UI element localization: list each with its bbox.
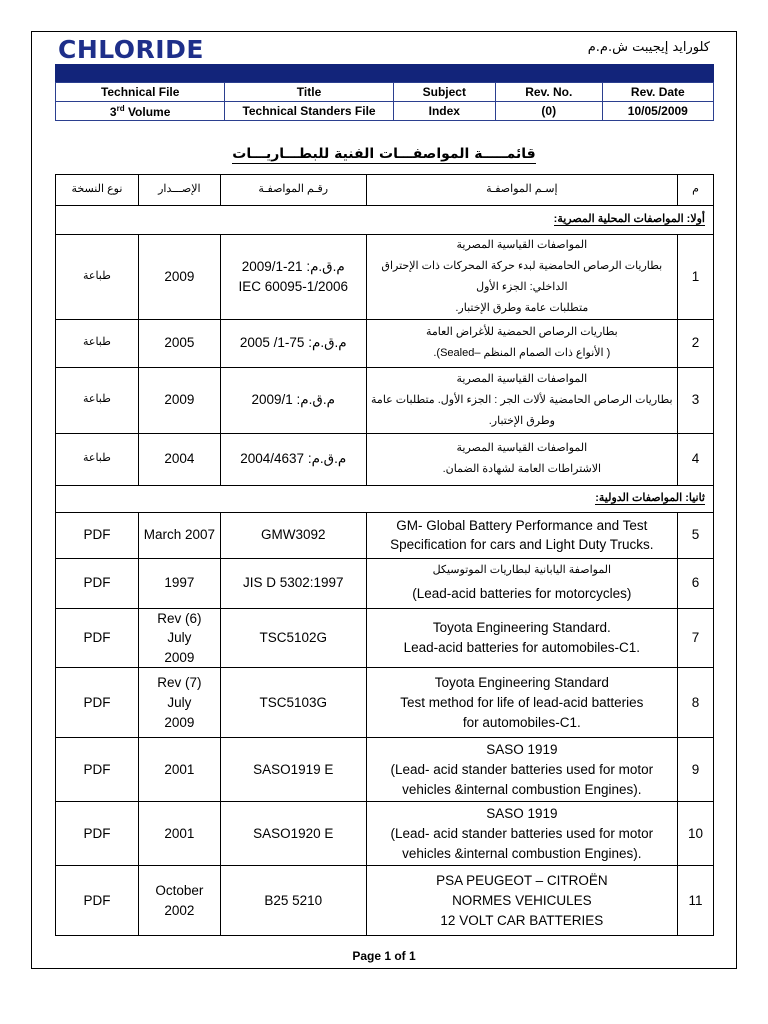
description-cell xyxy=(366,367,677,433)
copy-type-cell: طباعة xyxy=(56,319,139,367)
row-number-cell: 10 xyxy=(678,802,714,866)
row-number-cell: 6 xyxy=(678,558,714,608)
code-line: JIS D 5302:1997 xyxy=(242,575,344,591)
issue-cell: 2001 xyxy=(138,802,220,866)
code-cell xyxy=(220,367,366,433)
chloride-logo: CHLORIDE xyxy=(58,35,204,64)
copy-type-cell: PDF xyxy=(56,802,139,866)
description-line: Lead-acid batteries for automobiles-C1. xyxy=(403,639,641,655)
issue-cell: 2009 xyxy=(138,367,220,433)
table-row xyxy=(56,802,714,866)
company-name-arabic: كلورايد إيجيبت ش.م.م xyxy=(587,40,710,55)
code-cell xyxy=(220,558,366,608)
description-line: بطاريات الرصاص الحامضية لبدء حركة المحركات ذات الإحتراق الداخلي: الجزء الأول xyxy=(381,259,663,293)
issue-cell: Rev (6) July 2009 xyxy=(138,608,220,668)
info-header-subject: Subject xyxy=(393,83,495,102)
description-line: 12 VOLT CAR BATTERIES xyxy=(440,912,604,928)
section-heading xyxy=(56,485,714,512)
section-row xyxy=(56,206,714,235)
row-number-cell: 4 xyxy=(678,433,714,485)
description-cell xyxy=(366,319,677,367)
code-line: TSC5102G xyxy=(259,630,328,646)
description-line: متطلبات عامة وطرق الإختبار. xyxy=(455,301,589,314)
description-line: Toyota Engineering Standard xyxy=(434,675,609,691)
code-cell xyxy=(220,668,366,738)
copy-type-cell: PDF xyxy=(56,668,139,738)
copy-type-cell: PDF xyxy=(56,558,139,608)
description-cell xyxy=(366,235,677,320)
description-cell xyxy=(366,558,677,608)
code-line: م.ق.م: 21-2009/1 xyxy=(241,259,345,275)
info-title-value: Technical Standers File xyxy=(225,102,393,121)
code-line: SASO1919 E xyxy=(253,761,334,777)
description-cell xyxy=(366,512,677,558)
col-header-name: إسـم المواصفـة xyxy=(366,175,677,206)
issue-cell: 2001 xyxy=(138,738,220,802)
description-line: الاشتراطات العامة لشهادة الضمان. xyxy=(442,463,602,476)
issue-cell: October 2002 xyxy=(138,866,220,936)
code-cell xyxy=(220,235,366,320)
row-number-cell: 9 xyxy=(678,738,714,802)
table-row xyxy=(56,433,714,485)
code-line: GMW3092 xyxy=(260,527,326,543)
description-line: GM- Global Battery Performance and Test Specification for cars and Light Duty Trucks. xyxy=(390,517,654,553)
description-line: (Lead-acid batteries for motorcycles) xyxy=(412,585,632,601)
description-cell xyxy=(366,668,677,738)
page-footer: Page 1 of 1 xyxy=(352,949,416,963)
table-row xyxy=(56,235,714,320)
code-line: TSC5103G xyxy=(259,694,328,710)
code-cell xyxy=(220,866,366,936)
section-heading xyxy=(56,206,714,235)
row-number-cell: 11 xyxy=(678,866,714,936)
info-header-technical-file: Technical File xyxy=(56,83,225,102)
description-line: ( الأنواع ذات الصمام المنظم –Sealed). xyxy=(433,347,611,360)
copy-type-cell: PDF xyxy=(56,608,139,668)
copy-type-cell: PDF xyxy=(56,866,139,936)
col-header-number: م xyxy=(678,175,714,206)
description-line: SASO 1919 xyxy=(486,742,558,758)
row-number-cell: 5 xyxy=(678,512,714,558)
code-line: SASO1920 E xyxy=(253,825,334,841)
description-line: بطاريات الرصاص الحامضية لألات الجر : الجزء الأول. متطلبات عامة وطرق الإختبار. xyxy=(371,393,673,427)
table-row xyxy=(56,866,714,936)
description-line: (Lead- acid stander batteries used for motor vehicles &internal combustion Engines). xyxy=(390,761,654,797)
table-row xyxy=(56,558,714,608)
issue-cell: 2009 xyxy=(138,235,220,320)
description-line: Toyota Engineering Standard. xyxy=(432,620,611,636)
issue-cell: 2005 xyxy=(138,319,220,367)
info-subject-value: Index xyxy=(393,102,495,121)
section-label: ثانيا: المواصفات الدولية: xyxy=(595,491,705,504)
description-line: بطاريات الرصاص الحمضية للأغراض العامة xyxy=(425,326,618,339)
code-cell xyxy=(220,512,366,558)
info-volume: 3rd Volume xyxy=(56,102,225,121)
code-line: م.ق.م: 2009/1 xyxy=(251,392,335,408)
issue-cell: 2004 xyxy=(138,433,220,485)
document-title: قائمـــــة المواصفـــات الفنية للبطـــاريـــات xyxy=(232,146,536,162)
copy-type-cell: طباعة xyxy=(56,433,139,485)
description-line: المواصفات القياسية المصرية xyxy=(456,239,588,251)
standards-table xyxy=(55,174,714,936)
row-number-cell: 8 xyxy=(678,668,714,738)
description-line: المواصفات القياسية المصرية xyxy=(456,372,588,385)
copy-type-cell: PDF xyxy=(56,738,139,802)
description-line: المواصفة اليابانية لبطاريات الموتوسيكل xyxy=(432,563,612,576)
row-number-cell: 2 xyxy=(678,319,714,367)
info-header-title: Title xyxy=(225,83,393,102)
description-line: SASO 1919 xyxy=(486,806,558,822)
document-info-table xyxy=(55,82,714,121)
copy-type-cell: طباعة xyxy=(56,367,139,433)
issue-cell: Rev (7) July 2009 xyxy=(138,668,220,738)
table-row xyxy=(56,367,714,433)
description-line: for automobiles-C1. xyxy=(462,714,581,730)
copy-type-cell: PDF xyxy=(56,512,139,558)
description-line: المواصفات القياسية المصرية xyxy=(456,442,588,455)
col-header-copy-type: نوع النسخة xyxy=(56,175,139,206)
description-line: Test method for life of lead-acid batteries xyxy=(400,694,644,710)
description-cell xyxy=(366,738,677,802)
description-line: NORMES VEHICULES xyxy=(452,892,592,908)
info-header-rev-no: Rev. No. xyxy=(495,83,602,102)
table-header-row xyxy=(56,175,714,206)
description-cell xyxy=(366,866,677,936)
description-cell xyxy=(366,608,677,668)
section-row xyxy=(56,485,714,512)
issue-cell: 1997 xyxy=(138,558,220,608)
row-number-cell: 3 xyxy=(678,367,714,433)
section-label: أولا: المواصفات المحلية المصرية: xyxy=(553,213,705,226)
col-header-code: رقـم المواصفـة xyxy=(220,175,366,206)
table-row xyxy=(56,608,714,668)
info-rev-no-value: (0) xyxy=(495,102,602,121)
copy-type-cell: طباعة xyxy=(56,235,139,320)
row-number-cell: 7 xyxy=(678,608,714,668)
code-cell xyxy=(220,433,366,485)
issue-cell: March 2007 xyxy=(138,512,220,558)
description-line: PSA PEUGEOT – CITROËN xyxy=(436,873,608,889)
description-cell xyxy=(366,802,677,866)
description-cell xyxy=(366,433,677,485)
table-row xyxy=(56,668,714,738)
table-row xyxy=(56,738,714,802)
code-line: B25 5210 xyxy=(264,892,323,908)
code-cell xyxy=(220,319,366,367)
col-header-issue: الإصـــدار xyxy=(138,175,220,206)
header-bar xyxy=(55,64,714,82)
description-line: (Lead- acid stander batteries used for motor vehicles &internal combustion Engines). xyxy=(390,825,654,861)
info-rev-date-value: 10/05/2009 xyxy=(602,102,713,121)
code-line: IEC 60095-1/2006 xyxy=(238,278,349,294)
table-row xyxy=(56,512,714,558)
code-cell xyxy=(220,738,366,802)
table-row xyxy=(56,319,714,367)
code-line: م.ق.م: 75-1/ 2005 xyxy=(239,335,347,351)
info-header-rev-date: Rev. Date xyxy=(602,83,713,102)
code-cell xyxy=(220,802,366,866)
code-cell xyxy=(220,608,366,668)
row-number-cell: 1 xyxy=(678,235,714,320)
code-line: م.ق.م: 2004/4637 xyxy=(240,451,347,467)
